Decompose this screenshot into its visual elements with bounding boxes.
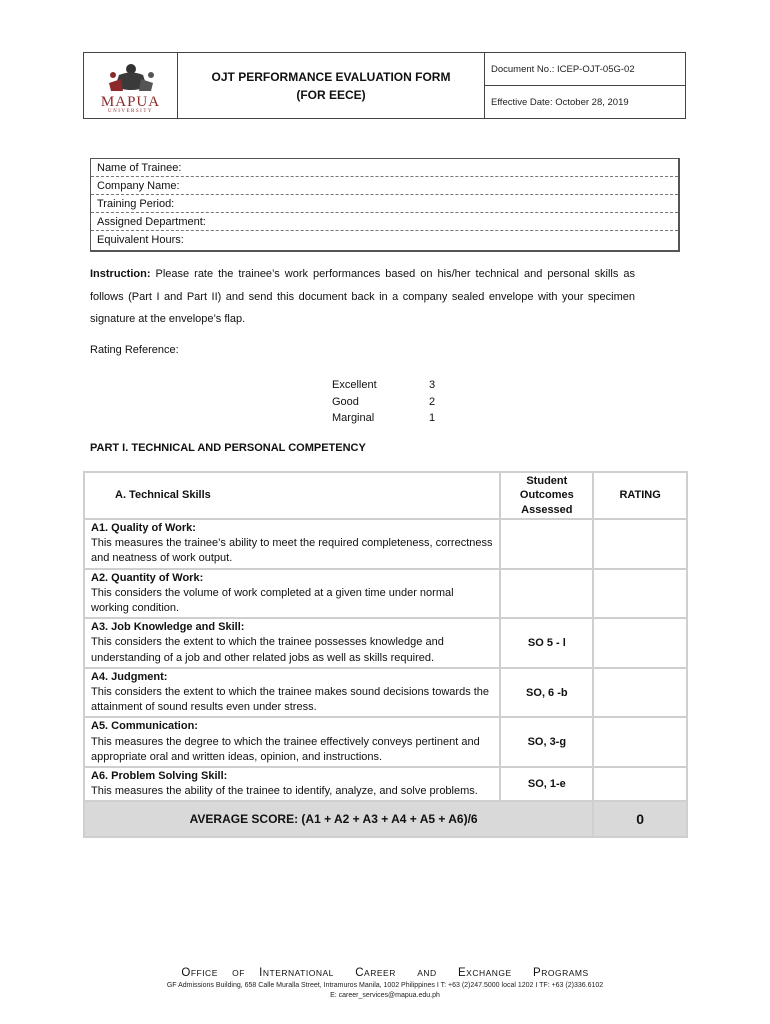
office-word [355, 967, 396, 979]
rating-ref-value: 2 [429, 395, 436, 408]
rating-ref-name: Marginal [332, 412, 375, 424]
rating-input-cell[interactable] [593, 519, 687, 569]
office-word-cap: O [181, 967, 191, 979]
rating-input-cell[interactable] [593, 767, 687, 801]
so-cell: SO, 1-e [500, 767, 593, 801]
rating-input-cell[interactable] [593, 717, 687, 767]
table-row [84, 717, 687, 767]
skill-cell [84, 767, 500, 801]
training-period-field[interactable]: Training Period: [91, 195, 678, 213]
document-info [485, 53, 685, 118]
table-row [84, 668, 687, 718]
technical-skills-table [83, 471, 688, 838]
office-word-rest: XCHANGE [466, 968, 512, 978]
so-cell: SO, 6 -b [500, 668, 593, 718]
skill-description: This considers the extent to which the trainee makes sound decisions towards the attainment of sound results even under stress. [91, 686, 490, 714]
trainee-info-box [90, 158, 680, 252]
rating-ref-value: 1 [429, 412, 436, 424]
assigned-department-field[interactable]: Assigned Department: [91, 213, 678, 231]
so-cell [500, 569, 593, 619]
rating-ref-name: Excellent [332, 379, 377, 391]
rating-reference-label: Rating Reference: [90, 344, 179, 356]
skill-title: A5. Communication: [91, 720, 198, 733]
instruction-label: Instruction: [90, 268, 151, 280]
document-number: Document No.: ICEP-OJT-05G-02 [491, 63, 635, 75]
office-word-cap: I [259, 967, 263, 979]
logo-subtext: UNIVERSITY [108, 108, 153, 114]
footer-office-name [0, 967, 770, 979]
form-title-line2: (FOR EECE) [296, 87, 366, 102]
mapua-logo [84, 53, 178, 118]
table-row [84, 767, 687, 801]
skill-cell [84, 717, 500, 767]
rating-reference-table [332, 377, 449, 427]
rating-ref-value: 3 [429, 379, 436, 391]
logo-text: MAPUA [100, 93, 161, 110]
part1-title: PART I. TECHNICAL AND PERSONAL COMPETENCY [90, 442, 366, 454]
average-score-value: 0 [593, 801, 687, 837]
rating-input-cell[interactable] [593, 618, 687, 668]
skill-title: A4. Judgment: [91, 670, 168, 683]
footer-email: E: career_services@mapua.edu.ph [330, 992, 440, 999]
table-row [84, 569, 687, 619]
office-word-cap: E [457, 967, 467, 979]
effective-date: Effective Date: October 28, 2019 [485, 85, 685, 118]
form-header [83, 52, 686, 119]
mapua-emblem-icon [101, 61, 161, 95]
office-word [259, 967, 334, 979]
skill-description: This considers the extent to which the trainee possesses knowledge and understanding of a job and other related jobs as well as skills required. [91, 636, 444, 664]
so-header-line: Assessed [521, 503, 573, 516]
skill-title: A1. Quality of Work: [91, 522, 196, 534]
skill-description: This measures the ability of the trainee to identify, analyze, and solve problems. [91, 785, 478, 798]
equivalent-hours-field[interactable]: Equivalent Hours: [97, 234, 184, 246]
office-word [458, 967, 512, 979]
trainee-name-field[interactable]: Name of Trainee: [91, 159, 678, 177]
average-score-row [84, 801, 687, 837]
office-word-rest: OF [232, 968, 245, 978]
skill-title: A2. Quantity of Work: [91, 571, 204, 584]
so-cell: SO 5 - l [500, 618, 593, 668]
office-word-cap: C [355, 967, 365, 979]
rating-input-cell[interactable] [593, 668, 687, 718]
office-word [417, 967, 436, 979]
rating-input-cell[interactable] [593, 569, 687, 619]
so-cell [500, 519, 593, 569]
skill-title: A6. Problem Solving Skill: [91, 770, 228, 783]
skill-cell [84, 618, 500, 668]
table-row [84, 519, 687, 569]
so-header-line: Outcomes [519, 489, 574, 502]
office-word [232, 967, 245, 979]
rating-ref-row [332, 410, 449, 427]
skill-description: This measures the degree to which the trainee effectively conveys pertinent and appropriate oral and written ideas, opinion, and instructions. [91, 735, 480, 763]
rating-header: RATING [593, 472, 687, 519]
rating-ref-name: Good [332, 395, 359, 408]
rating-ref-row [332, 377, 449, 394]
form-title [178, 53, 485, 118]
office-word-rest: FFICE [190, 968, 218, 978]
average-score-label: AVERAGE SCORE: (A1 + A2 + A3 + A4 + A5 + A6)/6 [84, 801, 593, 837]
so-header-line: Student [526, 474, 568, 487]
skill-title: A3. Job Knowledge and Skill: [91, 621, 245, 634]
office-word-rest: ROGRAMS [541, 968, 589, 978]
office-word [181, 967, 218, 979]
office-word-rest: AREER [364, 968, 396, 978]
form-title-line1: OJT PERFORMANCE EVALUATION FORM [211, 69, 451, 84]
instruction-text: Please rate the trainee’s work performances based on his/her technical and personal skills as follows (Part I and Part II) and send this document back in a company sealed envelope with your specimen signature at the envelope’s flap. [90, 268, 635, 325]
company-name-field[interactable]: Company Name: [91, 177, 678, 195]
skill-description: This considers the volume of work completed at a given time under normal working condition. [91, 586, 454, 615]
office-word-cap: P [533, 967, 542, 979]
footer-address: GF Admissions Building, 658 Calle Muralla Street, Intramuros Manila, 1002 Philippines I T: +63 (2)247.5000 local 1202 I TF: +63 (2)336.6102 [166, 982, 604, 989]
rating-ref-row [332, 394, 449, 411]
instruction-paragraph [90, 263, 635, 331]
student-outcomes-header [500, 472, 593, 519]
office-word [533, 967, 589, 979]
skill-cell [84, 569, 500, 619]
technical-skills-header: A. Technical Skills [84, 472, 500, 519]
so-cell: SO, 3-g [500, 717, 593, 767]
skill-cell [84, 668, 500, 718]
office-word-rest: NTERNATIONAL [262, 968, 334, 978]
table-header-row [84, 472, 687, 519]
office-word-rest: AND [417, 968, 437, 978]
skill-description: This measures the trainee’s ability to meet the required completeness, correctness and neatness of work output. [91, 537, 493, 565]
table-row [84, 618, 687, 668]
skill-cell [84, 519, 500, 569]
